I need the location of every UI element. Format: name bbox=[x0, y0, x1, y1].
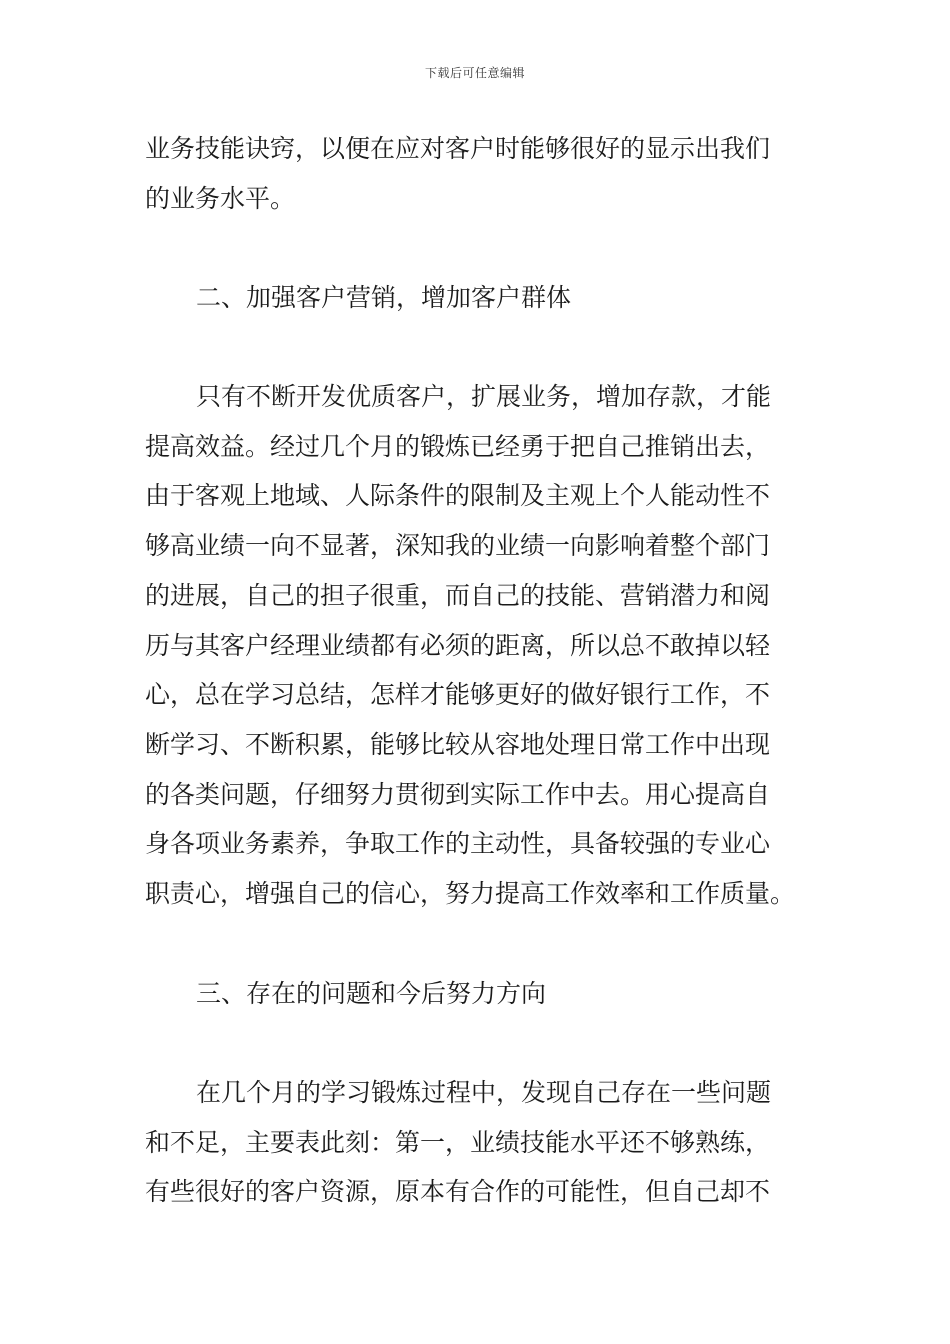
body-line-16: 有些很好的客户资源，原本有合作的可能性，但自己却不 bbox=[145, 1177, 771, 1206]
section-heading-3: 三、存在的问题和今后努力方向 bbox=[196, 979, 547, 1008]
body-line-2: 的业务水平。 bbox=[145, 184, 296, 213]
body-line-1: 业务技能诀窍，以便在应对客户时能够很好的显示出我们 bbox=[145, 134, 771, 163]
body-line-6: 够高业绩一向不显著，深知我的业绩一向影响着整个部门 bbox=[145, 531, 771, 560]
body-line-3: 只有不断开发优质客户，扩展业务，增加存款，才能 bbox=[196, 382, 772, 411]
body-line-8: 历与其客户经理业绩都有必须的距离，所以总不敢掉以轻 bbox=[145, 631, 771, 660]
body-line-7: 的进展，自己的担子很重，而自己的技能、营销潜力和阅 bbox=[145, 581, 771, 610]
body-line-14: 在几个月的学习锻炼过程中，发现自己存在一些问题 bbox=[196, 1078, 772, 1107]
body-line-10: 断学习、不断积累，能够比较从容地处理日常工作中出现 bbox=[145, 730, 771, 759]
section-heading-2: 二、加强客户营销，增加客户群体 bbox=[196, 283, 572, 312]
body-line-4: 提高效益。经过几个月的锻炼已经勇于把自己推销出去， bbox=[145, 432, 771, 461]
body-line-11: 的各类问题，仔细努力贯彻到实际工作中去。用心提高自 bbox=[145, 780, 771, 809]
body-line-12: 身各项业务素养，争取工作的主动性，具备较强的专业心 bbox=[145, 829, 771, 858]
body-line-5: 由于客观上地域、人际条件的限制及主观上个人能动性不 bbox=[145, 481, 771, 510]
body-line-13: 职责心，增强自己的信心，努力提高工作效率和工作质量。 bbox=[145, 879, 796, 908]
body-line-9: 心，总在学习总结，怎样才能够更好的做好银行工作，不 bbox=[145, 680, 771, 709]
body-line-15: 和不足，主要表此刻：第一，业绩技能水平还不够熟练， bbox=[145, 1128, 771, 1157]
page-header: 下载后可任意编辑 bbox=[424, 66, 525, 80]
